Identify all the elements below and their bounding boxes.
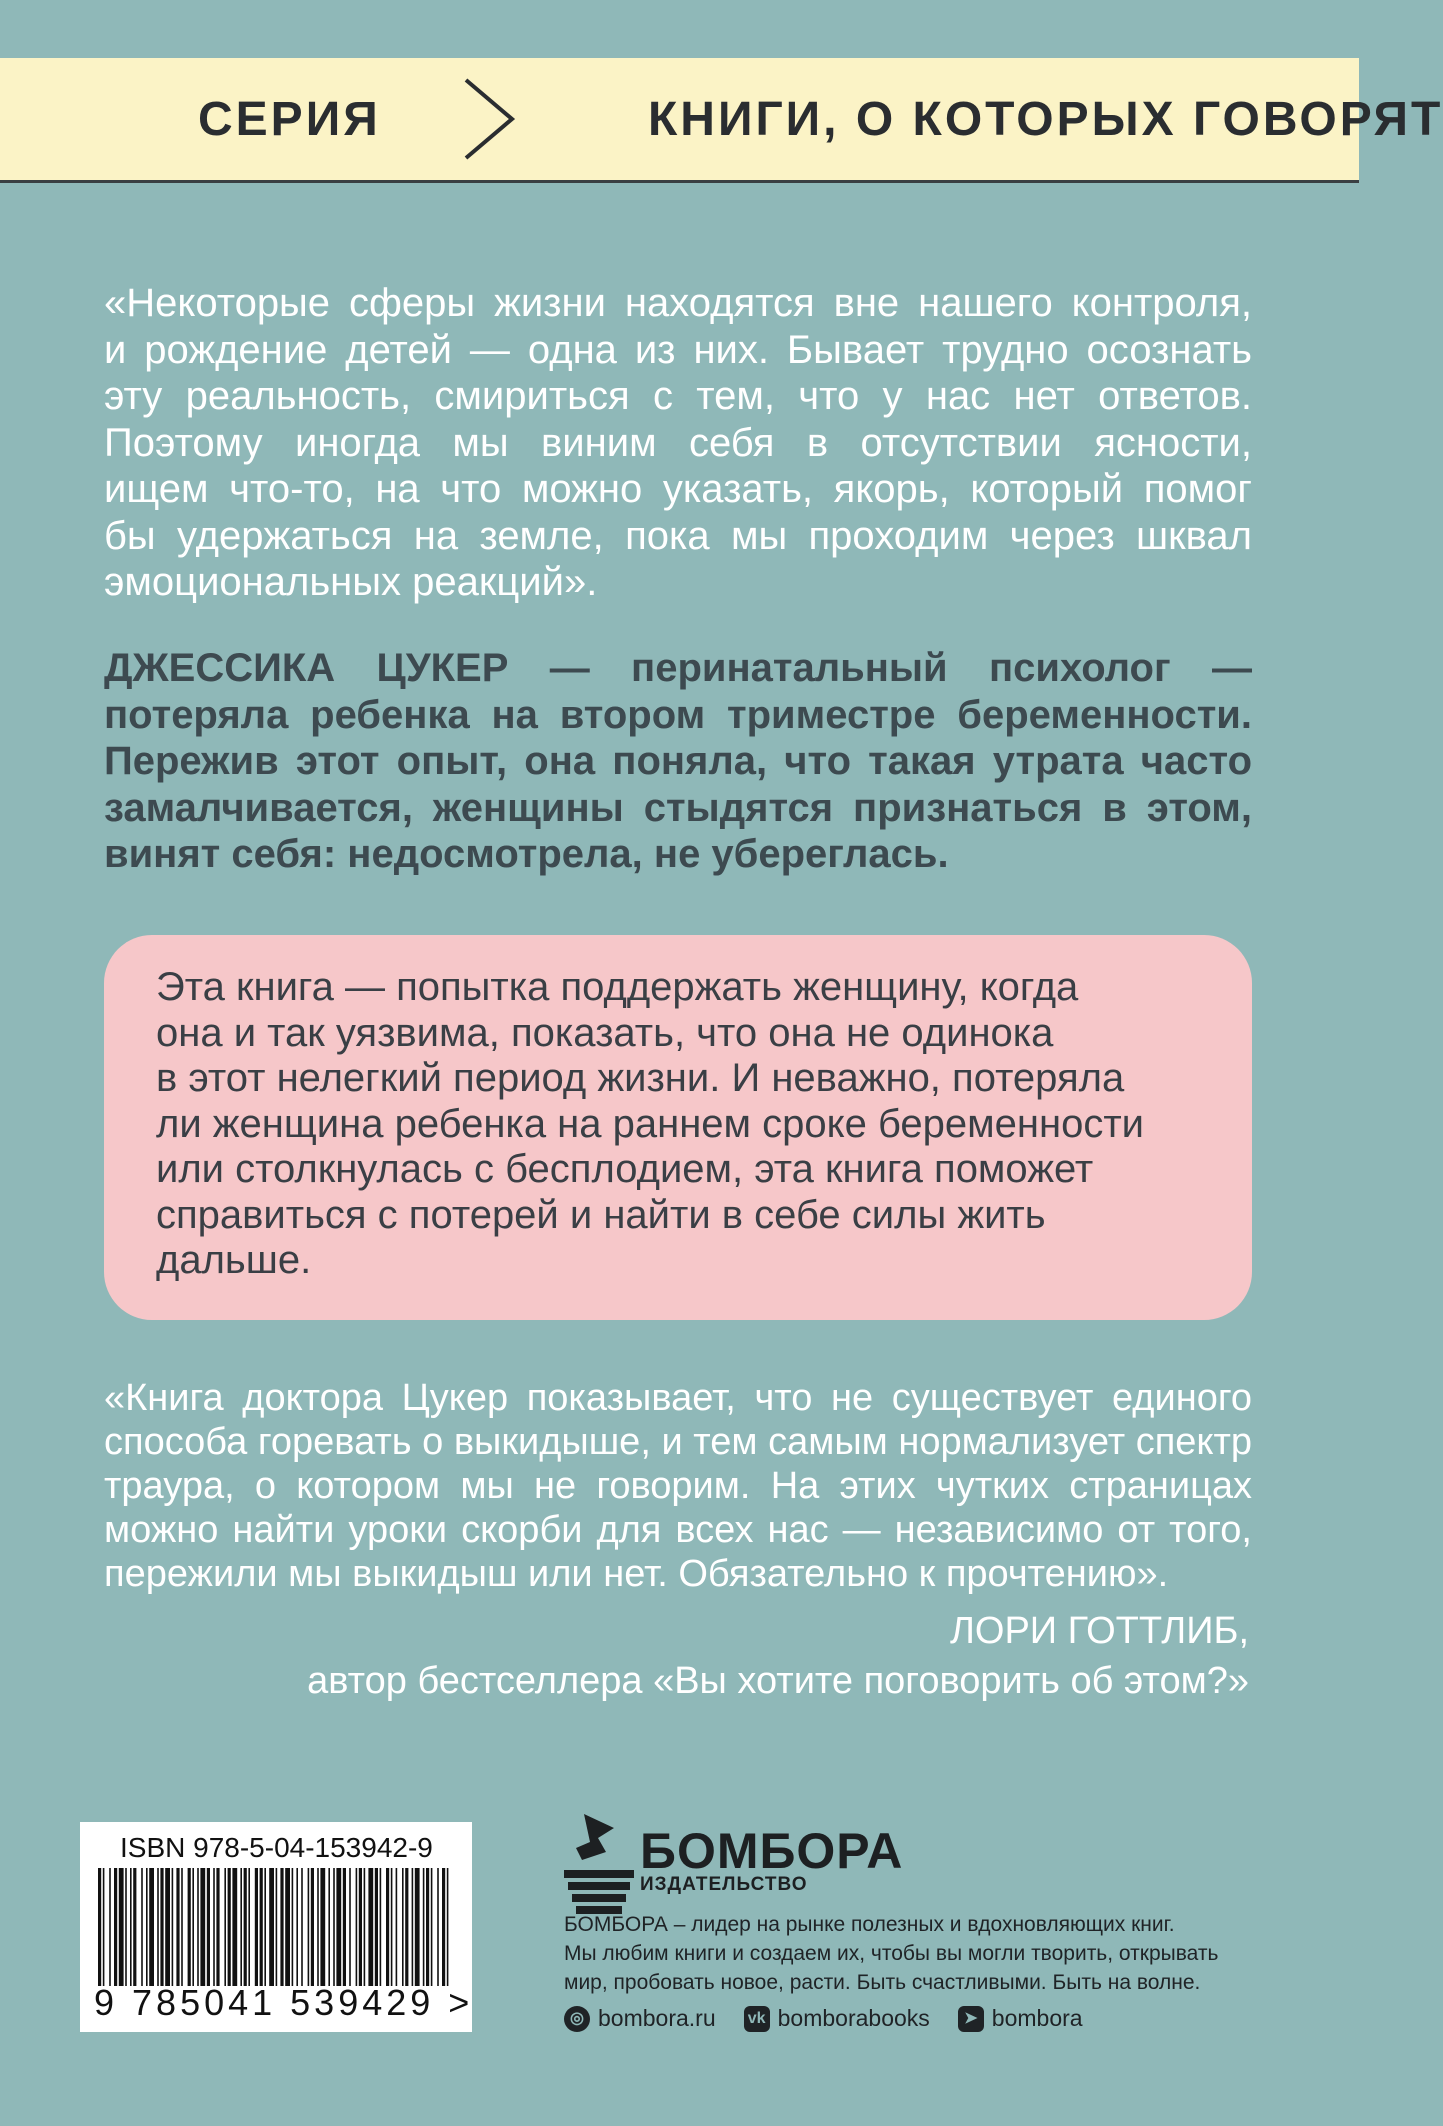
barcode-bar (415, 1868, 420, 1986)
barcode-bar (248, 1868, 250, 1986)
barcode-bar (244, 1868, 247, 1986)
series-label: СЕРИЯ (198, 93, 381, 146)
barcode-bar (232, 1868, 237, 1986)
quote-line: эмоциональных реакций». (104, 560, 598, 604)
publisher-line: БОМБОРА – лидер на рынке полезных и вдохновляющих книг. (564, 1913, 1175, 1936)
barcode-bar (181, 1868, 183, 1986)
barcode-bar (333, 1868, 335, 1986)
quote-line: «Некоторые сферы жизни находятся вне нашего контроля, (104, 281, 1252, 325)
barcode-bar (260, 1868, 263, 1986)
barcode-bar (396, 1868, 398, 1986)
review-author (307, 1606, 1249, 1706)
barcode-bar (119, 1868, 124, 1986)
epigraph-quote (104, 280, 1252, 606)
review-quote (104, 1376, 1252, 1596)
barcode-bar (405, 1868, 408, 1986)
barcode-bar (311, 1868, 314, 1986)
barcode-bar (431, 1868, 433, 1986)
barcode-bar (213, 1868, 215, 1986)
barcode-bar (130, 1868, 132, 1986)
barcode-bar (146, 1868, 148, 1986)
barcode-bar (103, 1868, 105, 1986)
barcode-bar (380, 1868, 382, 1986)
barcode-bar (356, 1868, 358, 1986)
social-label: bombora (991, 2005, 1083, 2031)
barcode-bar (269, 1868, 274, 1986)
highlight-line: или столкнулась с бесплодием, эта книга поможет (156, 1147, 1094, 1191)
barcode-bar (172, 1868, 174, 1986)
highlight-line: она и так уязвима, показать, что она не одинока (156, 1010, 1054, 1055)
social-label: bomborabooks (777, 2005, 930, 2031)
barcode-bar (228, 1868, 231, 1986)
barcode-bar (114, 1868, 117, 1986)
barcode-bar (375, 1868, 378, 1986)
review-line: «Книга доктора Цукер показывает, что не существует единого (104, 1377, 1252, 1419)
quote-line: Поэтому иногда мы виним себя в отсутствии ясности, (104, 420, 1252, 465)
highlight-line: ли женщина ребенка на раннем сроке беременности (156, 1101, 1144, 1146)
barcode-digits: 9 785041 539429 > (94, 1982, 474, 2023)
publisher-subtitle: ИЗДАТЕЛЬСТВО (640, 1874, 808, 1895)
highlight-line: в этот нелегкий период жизни. И неважно, потеряла (156, 1056, 1125, 1100)
barcode-bar (285, 1868, 290, 1986)
barcode-bar (386, 1868, 389, 1986)
bio-line: винят себя: недосмотрела, не убереглась. (104, 832, 949, 876)
barcode-bar (165, 1868, 170, 1986)
barcode-bar (320, 1868, 325, 1986)
bio-line: ДЖЕССИКА ЦУКЕР — перинатальный психолог — (104, 646, 1252, 690)
barcode-bar (402, 1868, 404, 1986)
barcode-bar (255, 1868, 258, 1986)
barcode-bar (308, 1868, 310, 1986)
bio-line: замалчивается, женщины стыдятся признаться в этом, (104, 785, 1252, 830)
barcode-bar (423, 1868, 425, 1986)
isbn-text: ISBN 978-5-04-153942-9 (120, 1832, 433, 1863)
barcode-bar (207, 1868, 210, 1986)
author-credit: автор бестселлера «Вы хотите поговорить об этом?» (307, 1660, 1249, 1702)
barcode-bar (412, 1868, 414, 1986)
barcode-bar (426, 1868, 429, 1986)
barcode-bar (296, 1868, 298, 1986)
barcode-bar (133, 1868, 136, 1986)
highlight-line: справиться с потерей и найти в себе силы жить (156, 1192, 1046, 1237)
barcode-bar (240, 1868, 242, 1986)
author-bio (104, 645, 1252, 878)
bio-line: потеряла ребенка на втором триместре беременности. (104, 692, 1252, 737)
publisher-line: мир, пробовать новое, расти. Быть счастливыми. Быть на волне. (564, 1971, 1201, 1994)
highlight-box (104, 935, 1252, 1320)
barcode-bar (442, 1868, 445, 1986)
barcode-bar (192, 1868, 194, 1986)
barcode-bar (216, 1868, 219, 1986)
barcode-bar (188, 1868, 191, 1986)
highlight-line: Эта книга — попытка поддержать женщину, когда (156, 965, 1079, 1009)
social-label: bombora.ru (598, 2005, 716, 2031)
web-icon: ◎ (564, 2006, 590, 2032)
review-line: траура, о котором мы не говорим. На этих чутких страницах (104, 1465, 1252, 1507)
series-name: КНИГИ, О КОТОРЫХ ГОВОРЯТ (648, 93, 1443, 146)
highlight-line: дальше. (156, 1238, 312, 1282)
vk-icon: vk (744, 2006, 770, 2032)
barcode-bar (336, 1868, 341, 1986)
barcode-bar (292, 1868, 294, 1986)
barcode (80, 1822, 472, 2032)
highlight-text (156, 965, 1216, 1284)
barcode-bar (364, 1868, 366, 1986)
series-banner (0, 58, 1443, 183)
barcode-bar (160, 1868, 163, 1986)
barcode-bar (200, 1868, 205, 1986)
quote-line: эту реальность, смириться с тем, что у нас нет ответов. (104, 374, 1252, 418)
social-telegram[interactable] (958, 2005, 1083, 2032)
quote-line: и рождение детей — одна из них. Бывает трудно осознать (104, 327, 1252, 372)
barcode-bar (368, 1868, 373, 1986)
publisher-line: Мы любим книги и создаем их, чтобы вы могли творить, открывать (564, 1942, 1219, 1965)
social-links (564, 2005, 1111, 2032)
publisher-brand: БОМБОРА (640, 1823, 904, 1879)
telegram-icon: ➤ (958, 2006, 984, 2032)
barcode-bars (94, 1868, 458, 1986)
barcode-bar (109, 1868, 111, 1986)
barcode-bar (176, 1868, 179, 1986)
review-line: можно найти уроки скорби для всех нас — независимо от того, (104, 1509, 1252, 1551)
review-line: способа горевать о выкидыше, и тем самым нормализует спектр (104, 1421, 1252, 1463)
social-vk[interactable] (744, 2005, 930, 2032)
social-website[interactable] (564, 2005, 716, 2032)
barcode-bar (264, 1868, 266, 1986)
quote-line: бы удержаться на земле, пока мы проходим через шквал (104, 513, 1252, 558)
barcode-bar (328, 1868, 330, 1986)
barcode-bar (359, 1868, 362, 1986)
barcode-bar (391, 1868, 393, 1986)
barcode-bar (317, 1868, 319, 1986)
review-line: пережили мы выкидыш или нет. Обязательно к прочтению». (104, 1553, 1169, 1595)
barcode-bar (301, 1868, 303, 1986)
barcode-bar (343, 1868, 346, 1986)
barcode-bar (276, 1868, 278, 1986)
chevron-right-icon (458, 76, 518, 162)
barcode-bar (98, 1868, 101, 1986)
author-name: ЛОРИ ГОТТЛИБ, (949, 1610, 1249, 1652)
barcode-bar (141, 1868, 143, 1986)
barcode-bar (349, 1868, 351, 1986)
barcode-bar (224, 1868, 226, 1986)
barcode-bar (149, 1868, 154, 1986)
barcode-bar (280, 1868, 283, 1986)
bio-line: Пережив этот опыт, она поняла, что такая утрата часто (104, 739, 1252, 783)
barcode-bar (437, 1868, 439, 1986)
barcode-bar (197, 1868, 199, 1986)
quote-line: ищем что-то, на что можно указать, якорь, который помог (104, 467, 1252, 511)
publisher-description (564, 1910, 1284, 1997)
barcode-bar (125, 1868, 127, 1986)
barcode-bar (447, 1868, 449, 1986)
barcode-bar (157, 1868, 159, 1986)
